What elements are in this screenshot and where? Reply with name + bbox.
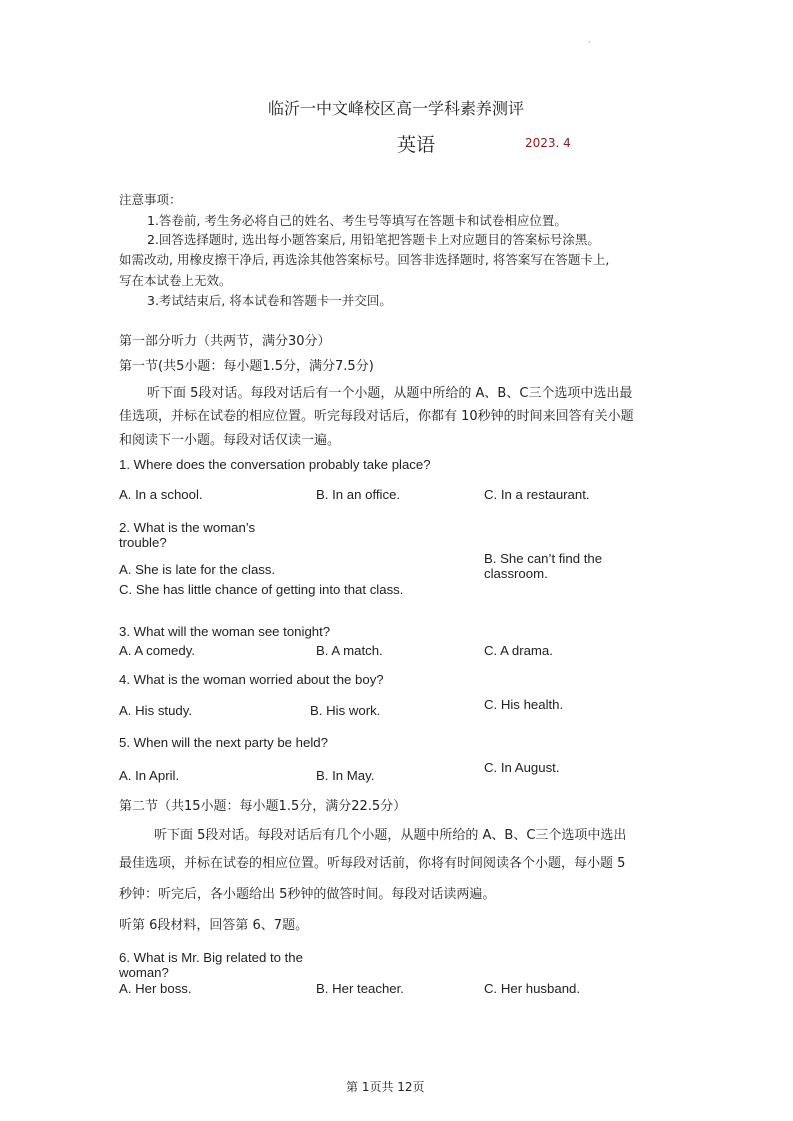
q1-option-c: C. In a restaurant.	[484, 487, 590, 502]
q3-stem: 3. What will the woman see tonight?	[119, 624, 331, 639]
q3-option-b: B. A match.	[316, 643, 383, 658]
q4-stem: 4. What is the woman worried about the boy?	[119, 672, 384, 687]
section2-instr-line2: 最佳选项，并标在试卷的相应位置。听每段对话前，你将有时间阅读各个小题，每小题 5	[119, 856, 626, 871]
q6-stem: 6. What is Mr. Big related to the woman?	[119, 950, 303, 980]
q2-stem: 2. What is the woman’s trouble?	[119, 520, 256, 550]
corner-mark: ·	[588, 38, 591, 47]
q3-option-c: C. A drama.	[484, 643, 553, 658]
q6-option-c: C. Her husband.	[484, 981, 581, 996]
q4-option-a: A. His study.	[119, 703, 193, 718]
section1-instr-line3: 和阅读下一小题。每段对话仅读一遍。	[119, 433, 341, 448]
material-6-instruction: 听第 6段材料，回答第 6、7题。	[119, 918, 309, 933]
exam-title: 临沂一中文峰校区高一学科素养测评	[268, 99, 525, 118]
q3-option-a: A. A comedy.	[119, 643, 195, 658]
q2-option-b: B. She can’t find the classroom.	[484, 551, 603, 581]
note-item-2-line3: 写在本试卷上无效。	[119, 273, 232, 288]
q4-option-c: C. His health.	[484, 697, 564, 712]
q2-option-c: C. She has little chance of getting into that class.	[119, 582, 404, 597]
q5-option-b: B. In May.	[316, 768, 375, 783]
section1-heading: 第一节(共5小题：每小题1.5分，满分7.5分)	[119, 359, 374, 374]
q6-option-a: A. Her boss.	[119, 981, 192, 996]
note-item-2-line1: 2.回答选择题时, 选出每小题答案后, 用铅笔把答题卡上对应题目的答案标号涂黑。	[147, 232, 600, 247]
note-item-2-line2: 如需改动, 用橡皮擦干净后, 再选涂其他答案标号。回答非选择题时, 将答案写在答题卡上,	[119, 252, 610, 267]
note-item-1: 1.答卷前, 考生务必将自己的姓名、考生号等填写在答题卡和试卷相应位置。	[147, 213, 567, 228]
q1-stem: 1. Where does the conversation probably take place?	[119, 457, 431, 472]
q5-stem: 5. When will the next party be held?	[119, 735, 328, 750]
q2-option-a: A. She is late for the class.	[119, 562, 276, 577]
subject-title: 英语	[397, 134, 436, 156]
q5-option-a: A. In April.	[119, 768, 180, 783]
section2-heading: 第二节（共15小题：每小题1.5分，满分22.5分）	[119, 799, 407, 814]
page-number: 第 1页共 12页	[346, 1080, 425, 1094]
notes-heading: 注意事项：	[119, 192, 182, 207]
q6-option-b: B. Her teacher.	[316, 981, 404, 996]
q1-option-b: B. In an office.	[316, 487, 401, 502]
section2-instr-line3: 秒钟：听完后，各小题给出 5秒钟的做答时间。每段对话读两遍。	[119, 887, 496, 902]
section1-instr-line1: 听下面 5段对话。每段对话后有一个小题，从题中所给的 A、B、C三个选项中选出最	[147, 386, 633, 401]
section2-instr-line1: 听下面 5段对话。每段对话后有几个小题，从题中所给的 A、B、C三个选项中选出	[154, 828, 627, 843]
q5-option-c: C. In August.	[484, 760, 560, 775]
exam-date: 2023. 4	[525, 136, 571, 150]
q1-option-a: A. In a school.	[119, 487, 203, 502]
part1-heading: 第一部分听力（共两节，满分30分）	[119, 334, 331, 349]
note-item-3: 3.考试结束后, 将本试卷和答题卡一并交回。	[147, 293, 392, 308]
q4-option-b: B. His work.	[310, 703, 381, 718]
section1-instr-line2: 佳选项，并标在试卷的相应位置。听完每段对话后，你都有 10秒钟的时间来回答有关小题	[119, 409, 634, 424]
